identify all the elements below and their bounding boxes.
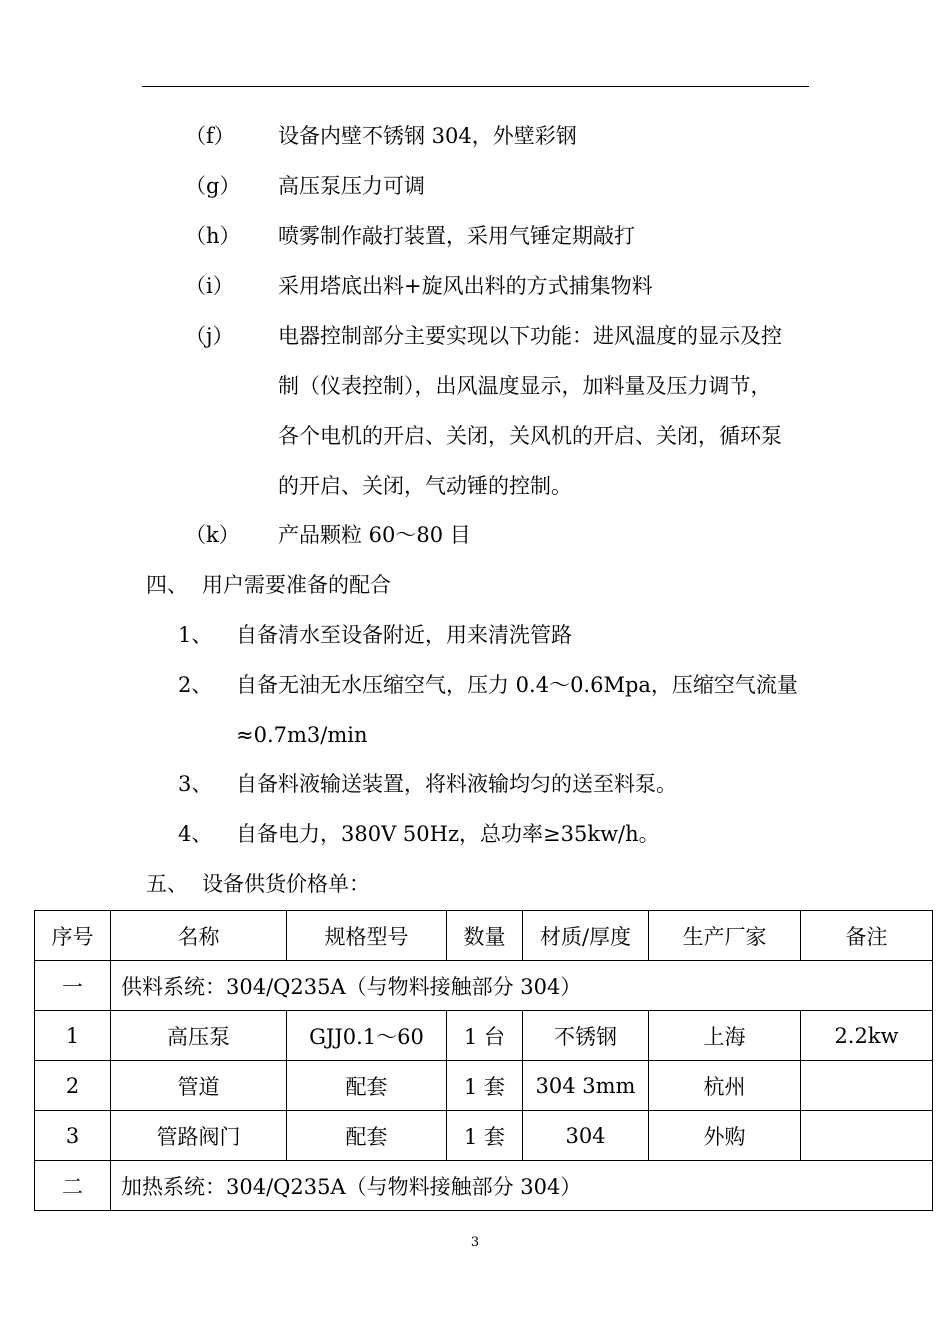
- feature-text-j-4: 的开启、关闭，气动锤的控制。: [278, 474, 572, 498]
- table-cell: 1: [35, 1011, 111, 1061]
- table-cell: 杭州: [649, 1061, 801, 1111]
- group-number: 一: [35, 961, 111, 1011]
- table-group-row: [35, 1161, 933, 1211]
- table-cell: GJJ0.1～60: [287, 1011, 447, 1061]
- header-cell: 备注: [801, 911, 933, 961]
- section4-item1-number: 1、: [178, 623, 213, 647]
- feature-text-j-2: 制（仪表控制），出风温度显示，加料量及压力调节，: [278, 374, 772, 398]
- table-cell: 管路阀门: [111, 1111, 287, 1161]
- feature-label-f: （f）: [185, 124, 235, 148]
- feature-text-k: 产品颗粒 60～80 目: [278, 523, 471, 547]
- table-cell: 配套: [287, 1061, 447, 1111]
- table-cell: 2: [35, 1061, 111, 1111]
- section4-item3-text: 自备料液输送装置，将料液输均匀的送至料泵。: [236, 772, 677, 796]
- table-cell: 3: [35, 1111, 111, 1161]
- table-cell: 不锈钢: [523, 1011, 649, 1061]
- section4-item1-text: 自备清水至设备附近，用来清洗管路: [236, 623, 572, 647]
- section5-number: 五、: [146, 872, 188, 896]
- table-row: [35, 1061, 933, 1111]
- table-cell: 上海: [649, 1011, 801, 1061]
- section4-item2-text-1: 自备无油无水压缩空气，压力 0.4～0.6Mpa，压缩空气流量: [236, 673, 798, 697]
- table-cell: 外购: [649, 1111, 801, 1161]
- section4-item3-number: 3、: [178, 772, 213, 796]
- group-description: 加热系统：304/Q235A（与物料接触部分 304）: [111, 1161, 933, 1211]
- section4-item2-number: 2、: [178, 673, 213, 697]
- feature-label-j: （j）: [185, 324, 234, 348]
- header-rule: [142, 86, 809, 87]
- table-cell: [801, 1111, 933, 1161]
- table-row: [35, 1111, 933, 1161]
- table-group-row: [35, 961, 933, 1011]
- feature-label-g: （g）: [185, 174, 241, 198]
- header-cell: 数量: [447, 911, 523, 961]
- header-cell: 生产厂家: [649, 911, 801, 961]
- section4-number: 四、: [146, 573, 188, 597]
- feature-label-k: （k）: [185, 523, 240, 547]
- table-cell: [801, 1061, 933, 1111]
- group-description: 供料系统：304/Q235A（与物料接触部分 304）: [111, 961, 933, 1011]
- table-cell: 1 套: [447, 1111, 523, 1161]
- section4-title: 用户需要准备的配合: [202, 573, 391, 597]
- feature-text-j-1: 电器控制部分主要实现以下功能：进风温度的显示及控: [278, 324, 782, 348]
- table-cell: 配套: [287, 1111, 447, 1161]
- feature-label-h: （h）: [185, 224, 241, 248]
- table-cell: 管道: [111, 1061, 287, 1111]
- table-cell: 高压泵: [111, 1011, 287, 1061]
- header-cell: 名称: [111, 911, 287, 961]
- feature-text-f: 设备内壁不锈钢 304，外壁彩钢: [278, 124, 577, 148]
- table-cell: 304: [523, 1111, 649, 1161]
- feature-text-j-3: 各个电机的开启、关闭，关风机的开启、关闭，循环泵: [278, 424, 782, 448]
- page-number: 3: [470, 1235, 480, 1250]
- table-cell: 1 台: [447, 1011, 523, 1061]
- section4-item4-number: 4、: [178, 822, 213, 846]
- table-header-row: [35, 911, 933, 961]
- section4-item4-text: 自备电力，380V 50Hz，总功率≥35kw/h。: [236, 822, 660, 846]
- table-cell: 1 套: [447, 1061, 523, 1111]
- group-number: 二: [35, 1161, 111, 1211]
- feature-text-i: 采用塔底出料+旋风出料的方式捕集物料: [278, 274, 653, 298]
- header-cell: 材质/厚度: [523, 911, 649, 961]
- section5-title: 设备供货价格单：: [202, 872, 370, 896]
- feature-text-h: 喷雾制作敲打装置，采用气锤定期敲打: [278, 224, 635, 248]
- feature-text-g: 高压泵压力可调: [278, 174, 425, 198]
- header-cell: 规格型号: [287, 911, 447, 961]
- table-row: [35, 1011, 933, 1061]
- section4-item2-text-2: ≈0.7m3/min: [236, 723, 368, 747]
- table-cell: 2.2kw: [801, 1011, 933, 1061]
- table-cell: 304 3mm: [523, 1061, 649, 1111]
- feature-label-i: （i）: [185, 274, 234, 298]
- header-cell: 序号: [35, 911, 111, 961]
- price-table: [34, 910, 933, 1211]
